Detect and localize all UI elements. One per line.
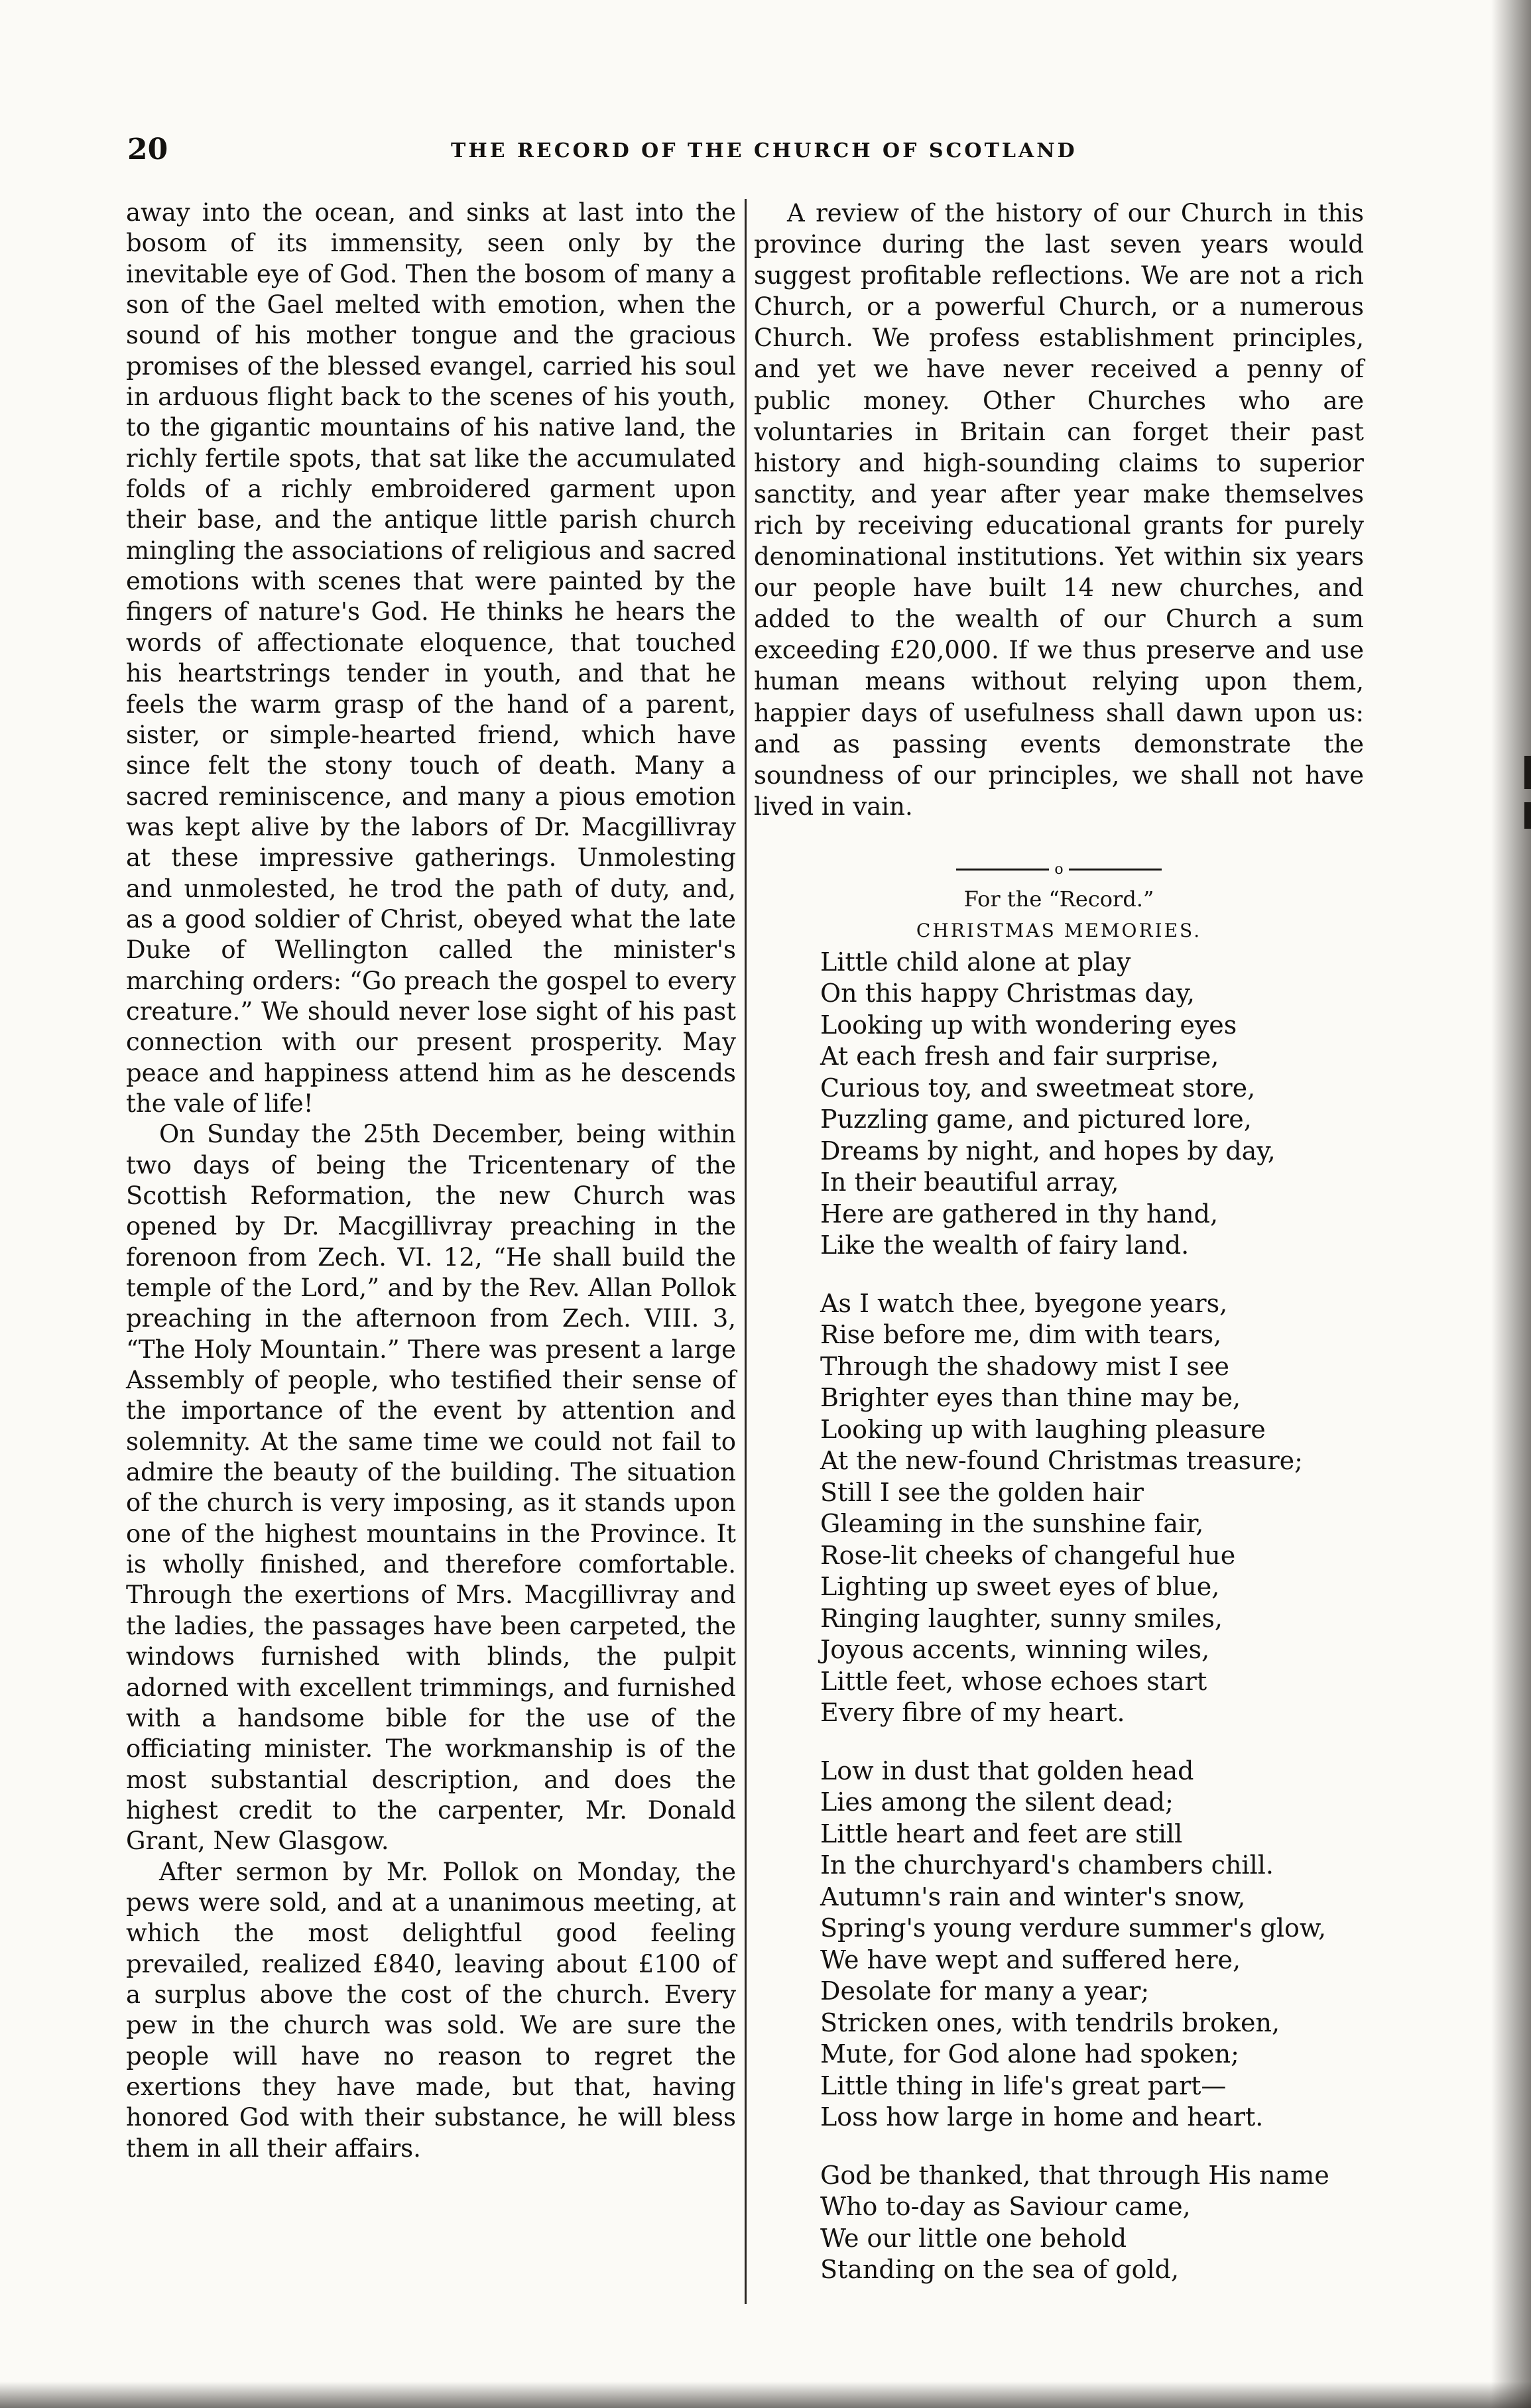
separator-mark: o — [1054, 861, 1064, 878]
article-paragraph: away into the ocean, and sinks at last into the bosom of its immensity, seen only by the inevitable eye of God. Then the bosom of many a son of the Gael melted with emotion, when the sound of his mother tongue and the gracious promises of the blessed evangel, carried his soul in arduous flight back to the scenes of his youth, to the gigantic mountains of his native land, the richly fertile spots, that sat like the accumulated folds of a richly embroidered garment upon their base, and the antique little parish church mingling the associations of religious and sacred emotions with scenes that were painted by the fingers of nature's God. He thinks he hears the words of affectionate eloquence, that touched his heartstrings tender in youth, and that he feels the warm grasp of the hand of a parent, sister, or simple-hearted friend, which have since felt the stony touch of death. Many a sacred reminiscence, and many a pious emotion was kept alive by the labors of Dr. Macgillivray at these impressive gatherings. Unmolesting and unmolested, he trod the path of duty, and, as a good soldier of Christ, obeyed what the late Duke of Wellington called the minister's marching orders: “Go preach the gospel to every creature.” We should never lose sight of his past connection with our present prosperity. May peace and happiness attend him as he descends the vale of life! — [126, 198, 736, 1118]
poem-line: Brighter eyes than thine may be, — [820, 1383, 1241, 1413]
poem-line: Little thing in life's great part— — [820, 2071, 1227, 2100]
separator-line — [1069, 869, 1162, 871]
page-edge-mark — [1524, 802, 1531, 829]
poem-line: Every fibre of my heart. — [820, 1698, 1125, 1728]
running-title: THE RECORD OF THE CHURCH OF SCOTLAND — [451, 139, 1077, 162]
poem-line: Autumn's rain and winter's snow, — [820, 1882, 1246, 1911]
poem-line: Loss how large in home and heart. — [820, 2102, 1264, 2132]
poem-line: On this happy Christmas day, — [820, 979, 1195, 1008]
poem-stanza — [820, 2160, 1364, 2286]
page-bottom-shadow — [0, 2381, 1531, 2408]
poem-line: God be thanked, that through His name — [820, 2160, 1329, 2190]
poem-line: Looking up with laughing pleasure — [820, 1414, 1266, 1444]
poem-line: As I watch thee, byegone years, — [820, 1288, 1228, 1318]
separator-line — [956, 869, 1049, 871]
right-column — [754, 198, 1364, 2286]
poem-line: Spring's young verdure summer's glow, — [820, 1913, 1327, 1943]
poem-line: Puzzling game, and pictured lore, — [820, 1105, 1252, 1134]
poem-line: Like the wealth of fairy land. — [820, 1231, 1190, 1260]
page-number: 20 — [127, 133, 168, 166]
poem-line: Little heart and feet are still — [820, 1819, 1183, 1848]
poem-line: At each fresh and fair surprise, — [820, 1042, 1219, 1071]
poem-line: In the churchyard's chambers chill. — [820, 1850, 1274, 1880]
poem-line: Rose-lit cheeks of changeful hue — [820, 1540, 1236, 1570]
poem-line: We our little one behold — [820, 2223, 1127, 2253]
poem-line: Dreams by night, and hopes by day, — [820, 1136, 1276, 1166]
poem-line: Still I see the golden hair — [820, 1477, 1144, 1507]
review-paragraph: A review of the history of our Church in this province during the last seven years would suggest profitable reflections. We are not a rich Church, or a powerful Church, or a numerous Church. We profess establishment principles, and yet we have never received a penny of public money. Other Churches who are voluntaries in Britain can forget their past history and high-sounding claims to superior sanctity, and year after year make themselves rich by receiving educational grants for purely denominational institutions. Yet within six years our people have built 14 new churches, and added to the wealth of our Church a sum exceeding £20,000. If we thus preserve and use human means without relying upon them, happier days of usefulness shall dawn upon us: and as passing events demonstrate the soundness of our principles, we shall not have lived in vain. — [754, 199, 1364, 821]
poem-title: CHRISTMAS MEMORIES. — [916, 919, 1202, 941]
poem-line: Gleaming in the sunshine fair, — [820, 1509, 1204, 1539]
poem-line: At the new-found Christmas treasure; — [820, 1446, 1303, 1476]
poem-line: Standing on the sea of gold, — [820, 2255, 1180, 2285]
article-paragraph: On Sunday the 25th December, being within two days of being the Tricentenary of the Scottish Reformation, the new Church was opened by Dr. Macgillivray preaching in the forenoon from Zech. VI. 12, “He shall build the temple of the Lord,” and by the Rev. Allan Pollok preaching in the afternoon from Zech. VIII. 3, “The Holy Mountain.” There was present a large Assembly of people, who testified their sense of the importance of the event by attention and solemnity. At the same time we could not fail to admire the beauty of the building. The situation of the church is very imposing, as it stands upon one of the highest mountains in the Province. It is wholly finished, and therefore comfortable. Through the exertions of Mrs. Macgillivray and the ladies, the passages have been carpeted, the windows furnished with blinds, the pulpit adorned with excellent trimmings, and furnished with a handsome bible for the use of the officiating minister. The workmanship is of the most substantial description, and does the highest credit to the carpenter, Mr. Donald Grant, New Glasgow. — [126, 1120, 736, 1856]
poem-source: For the “Record.” — [963, 886, 1154, 912]
poem-line: Desolate for many a year; — [820, 1976, 1150, 2006]
page-edge-mark — [1524, 756, 1531, 789]
poem-line: Through the shadowy mist I see — [820, 1351, 1230, 1381]
poem-line: Little feet, whose echoes start — [820, 1666, 1207, 1696]
section-separator — [754, 862, 1364, 878]
poem-line: Looking up with wondering eyes — [820, 1010, 1237, 1040]
poem-line: Low in dust that golden head — [820, 1756, 1194, 1785]
poem-line: Here are gathered in thy hand, — [820, 1199, 1219, 1229]
poem-line: Lighting up sweet eyes of blue, — [820, 1572, 1220, 1602]
poem-line: Mute, for God alone had spoken; — [820, 2039, 1239, 2069]
page-header — [0, 133, 1531, 172]
poem-line: Who to-day as Saviour came, — [820, 2192, 1191, 2222]
page-edge-shadow — [1491, 0, 1531, 2408]
poem-line: In their beautiful array, — [820, 1168, 1119, 1197]
poem-line: Rise before me, dim with tears, — [820, 1320, 1222, 1350]
article-paragraph: After sermon by Mr. Pollok on Monday, the pews were sold, and at a unanimous meeting, at which the most delightful good feeling prevailed, realized £840, leaving about £100 of a surplus above the cost of the church. Every pew in the church was sold. We are sure the people will have no reason to regret the exertions they have made, but that, having honored God with their substance, he will bless them in all their affairs. — [126, 1857, 736, 2163]
poem-line: Joyous accents, winning wiles, — [820, 1635, 1210, 1665]
left-column — [126, 198, 736, 2164]
poem-line: Curious toy, and sweetmeat store, — [820, 1073, 1256, 1103]
poem-stanza — [820, 1756, 1364, 2134]
poem-line: Ringing laughter, sunny smiles, — [820, 1603, 1223, 1633]
poem-line: Little child alone at play — [820, 947, 1131, 977]
poem-line: We have wept and suffered here, — [820, 1945, 1241, 1974]
poem-line: Stricken ones, with tendrils broken, — [820, 2008, 1280, 2037]
poem-stanza — [820, 1288, 1364, 1729]
column-divider — [745, 199, 747, 2304]
poem-stanza — [820, 947, 1364, 1262]
poem-line: Lies among the silent dead; — [820, 1787, 1174, 1817]
